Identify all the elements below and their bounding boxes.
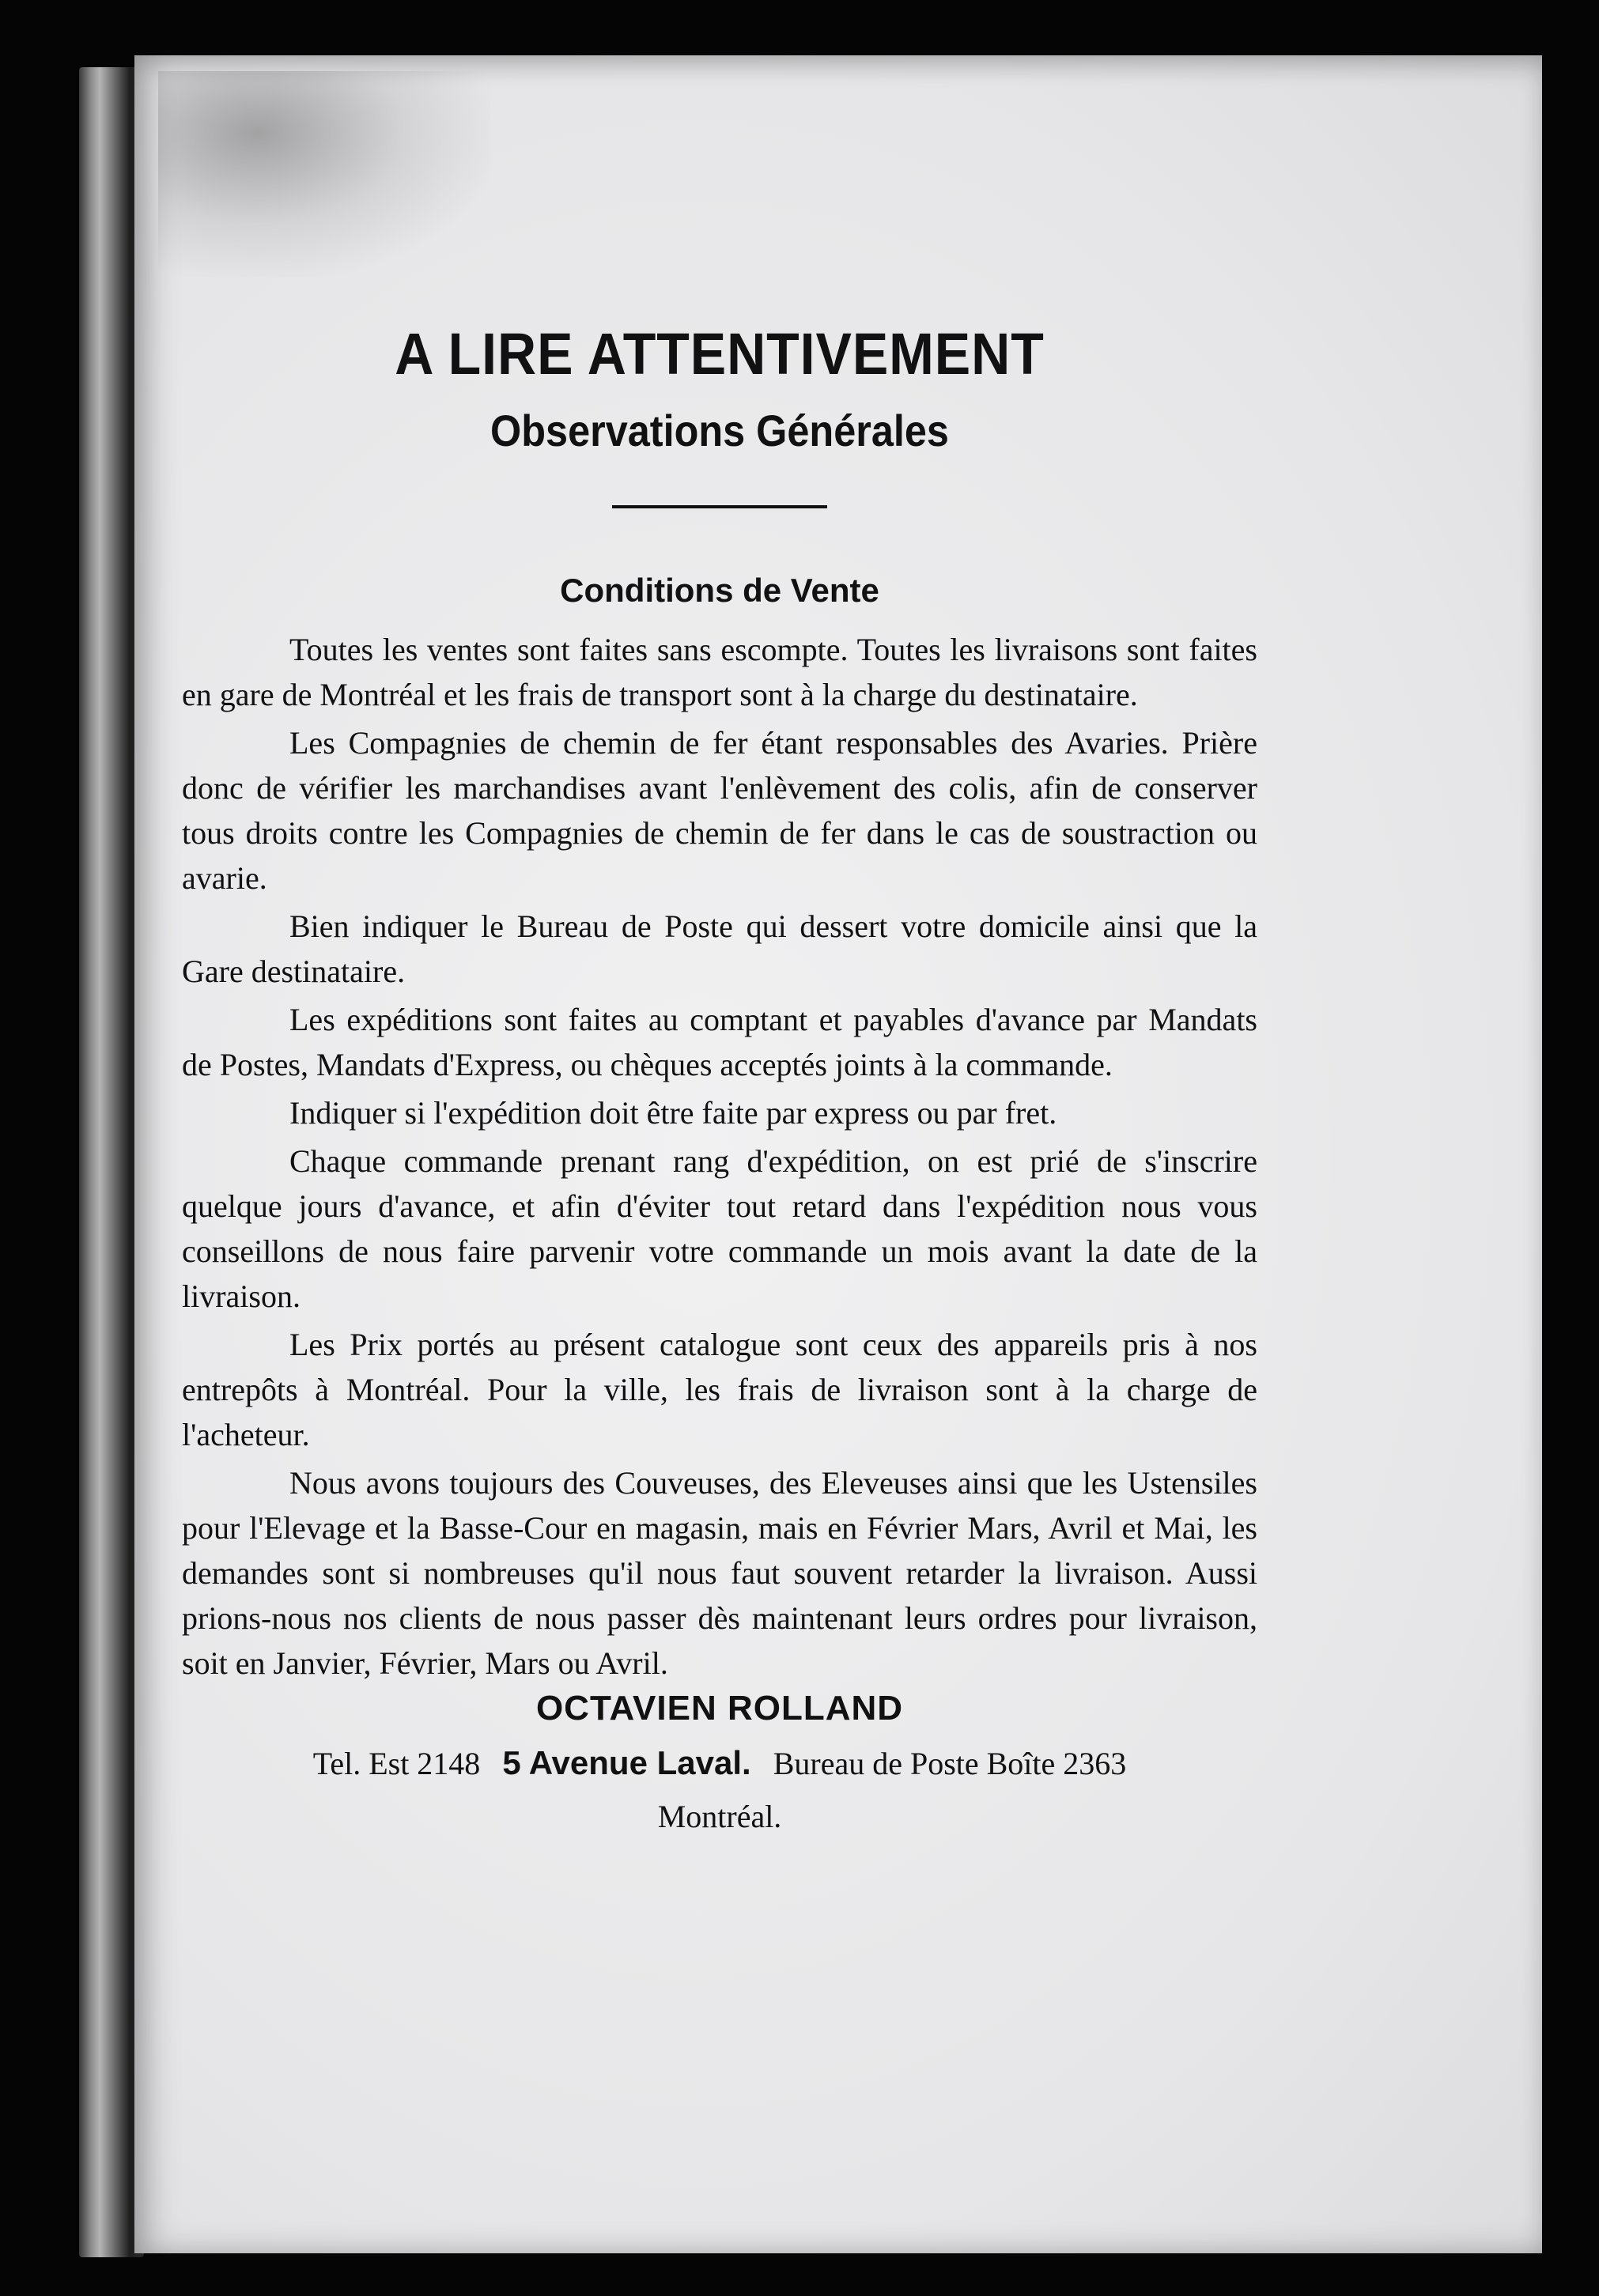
document-content xyxy=(182,261,1257,1843)
post-office-box: Bureau de Poste Boîte 2363 xyxy=(773,1746,1127,1781)
page-subtitle: Observations Générales xyxy=(490,406,949,455)
scan-smudge xyxy=(158,71,490,277)
paragraph-saison: Nous avons toujours des Couveuses, des Eleveuses ainsi que les Ustensiles pour l'Elevage et la Basse-Cour en magasin, mais en Février Mars, Avril et Mai, les demandes sont si nombreuses qu'il nous faut souvent retarder la livraison. Aussi prions-nous nos clients de nous passer dès maintenant leurs ordres pour livraison, soit en Janvier, Février, Mars ou Avril. xyxy=(182,1465,1257,1681)
paragraph-paiement: Les expéditions sont faites au comptant et payables d'avance par Mandats de Postes, Mandats d'Express, ou chèques acceptés joints à la commande. xyxy=(182,1002,1257,1082)
paragraph-prix: Les Prix portés au présent catalogue sont ceux des appareils pris à nos entrepôts à Montréal. Pour la ville, les frais de livraison sont à la charge de l'acheteur. xyxy=(182,1327,1257,1452)
title-divider xyxy=(612,505,827,508)
paragraph-commande-avance: Chaque commande prenant rang d'expédition, on est prié de s'inscrire quelque jours d'avance, et afin d'éviter tout retard dans l'expédition nous vous conseillons de nous faire parvenir votre commande un mois avant la date de la livraison. xyxy=(182,1143,1257,1314)
paragraph-bureau-de-poste: Bien indiquer le Bureau de Poste qui dessert votre domicile ainsi que la Gare destinataire. xyxy=(182,908,1257,989)
phone-number: Tel. Est 2148 xyxy=(312,1746,481,1781)
address-line xyxy=(182,1736,1257,1791)
section-title: Conditions de Vente xyxy=(560,572,879,609)
street-address: 5 Avenue Laval. xyxy=(502,1744,751,1781)
page-title: A LIRE ATTENTIVEMENT xyxy=(395,321,1045,387)
paragraph-avaries: Les Compagnies de chemin de fer étant responsables des Avaries. Prière donc de vérifier les marchandises avant l'enlèvement des colis, afin de conserver tous droits contre les Compagnies de chemin de fer dans le cas de soustraction ou avarie. xyxy=(182,725,1257,896)
merchant-name: OCTAVIEN ROLLAND xyxy=(535,1689,904,1728)
city-name: Montréal. xyxy=(657,1799,782,1834)
paragraph-mode-expedition: Indiquer si l'expédition doit être faite par express ou par fret. xyxy=(289,1095,1057,1131)
paragraph-escompte: Toutes les ventes sont faites sans escompte. Toutes les livraisons sont faites en gare de Montréal et les frais de transport sont à la charge du destinataire. xyxy=(182,632,1257,712)
